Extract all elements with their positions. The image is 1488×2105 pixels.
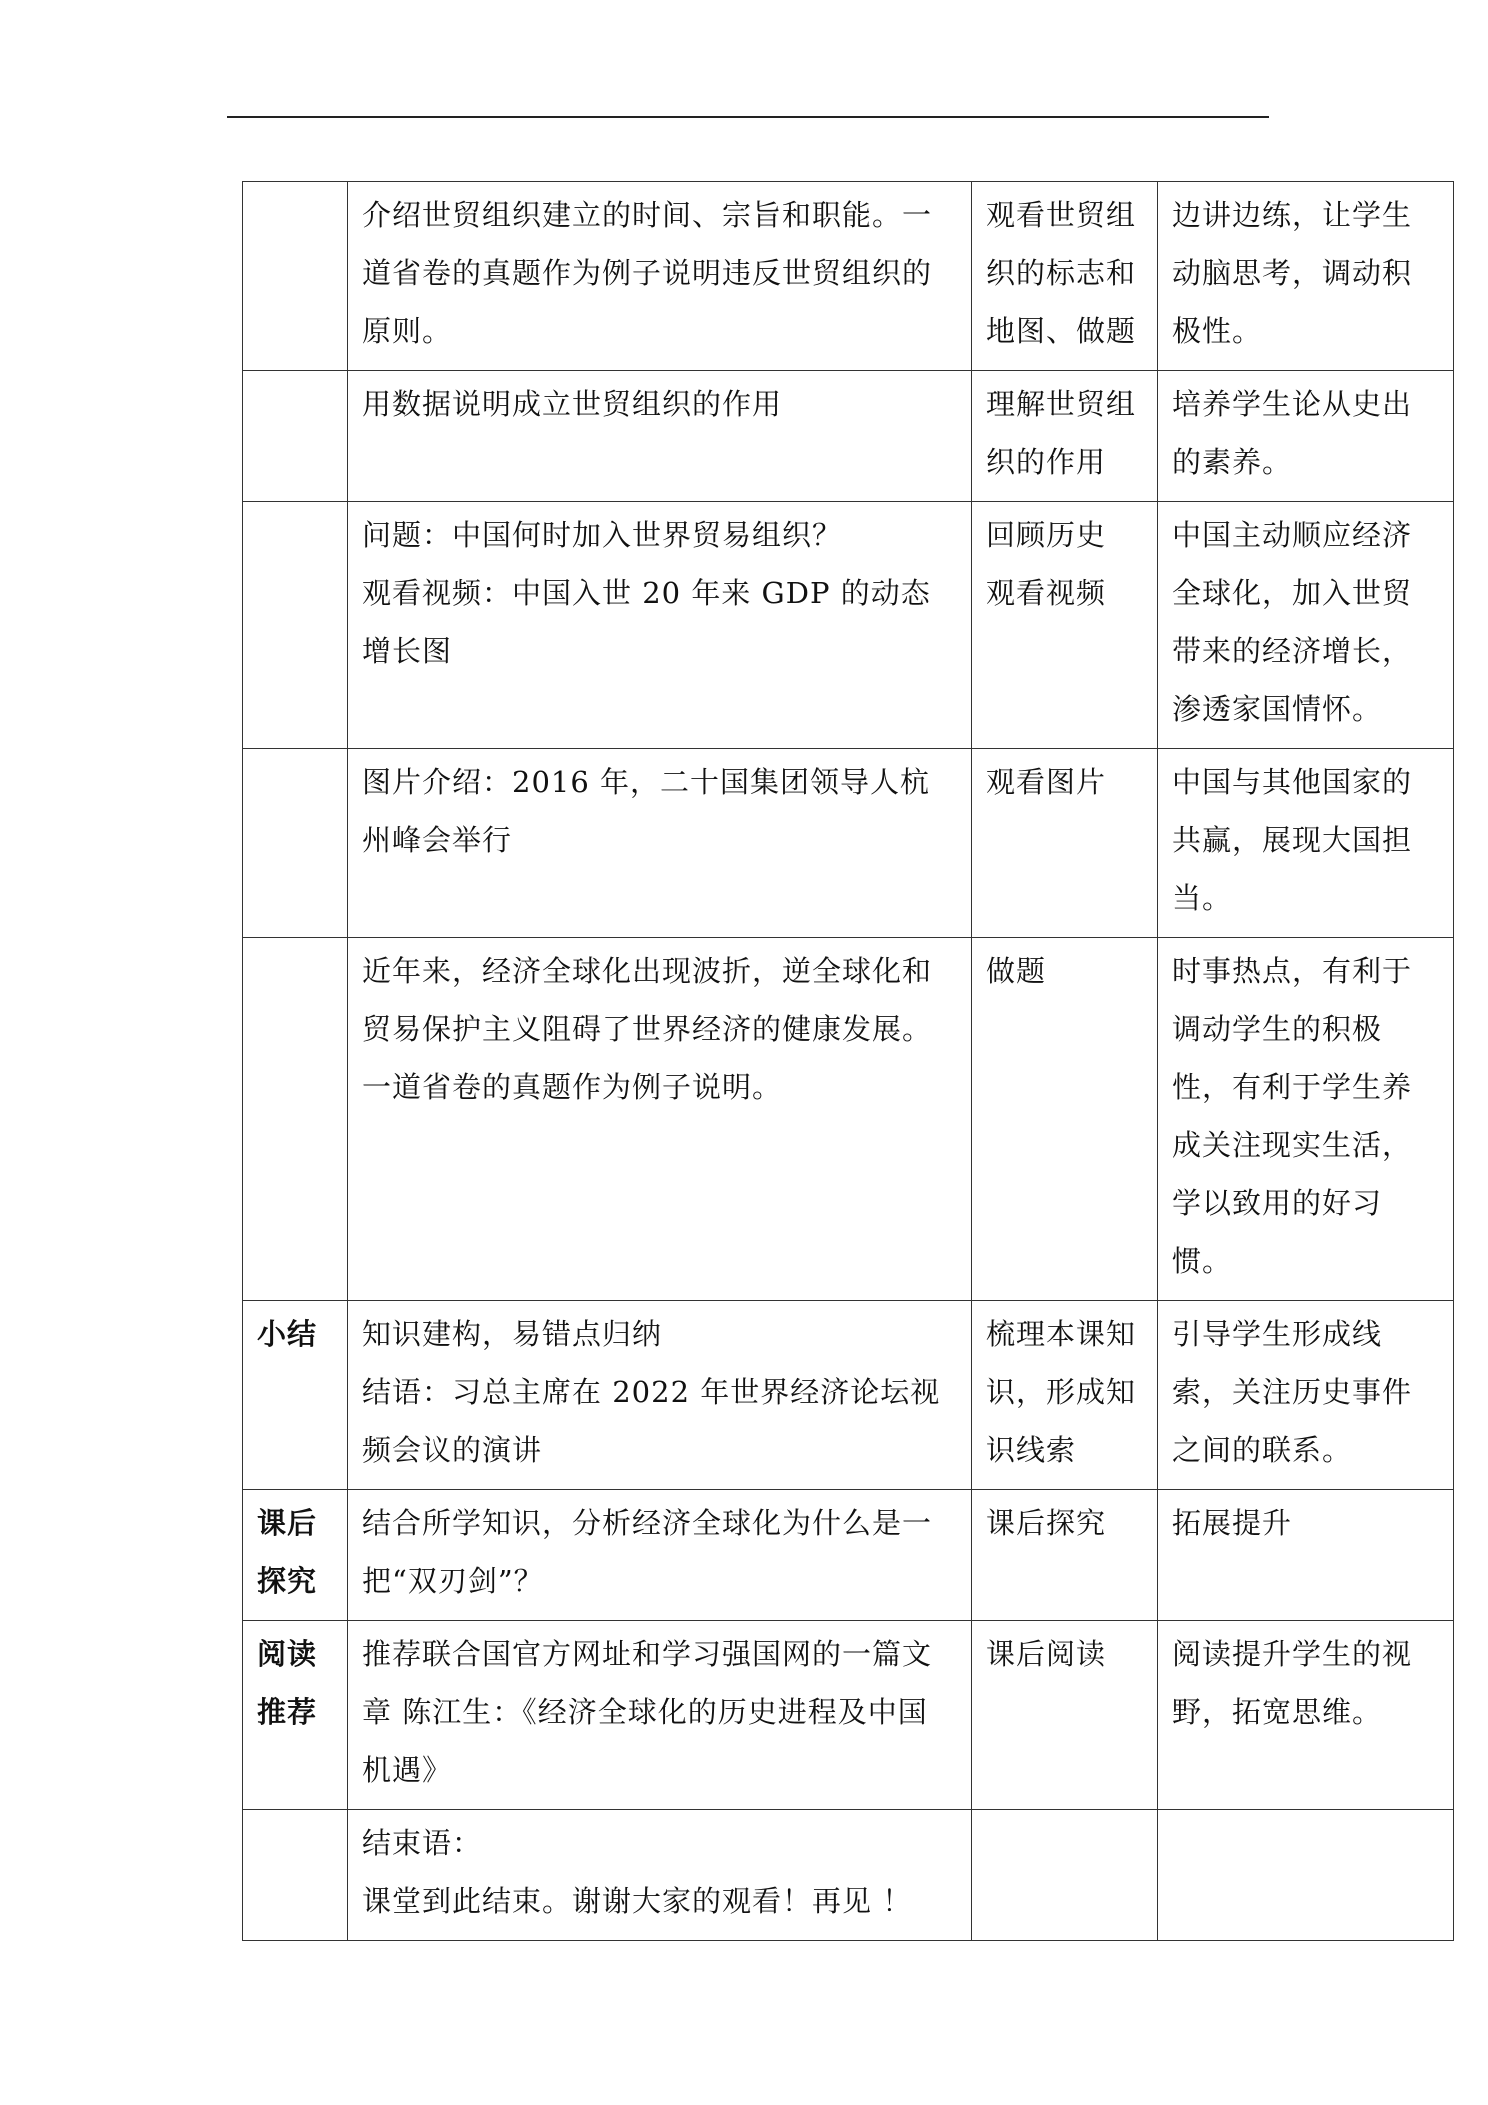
content-cell xyxy=(348,1301,972,1490)
stage-label-cell xyxy=(243,1810,348,1941)
activity-cell: 课后阅读 xyxy=(972,1621,1158,1810)
intent-cell: 拓展提升 xyxy=(1158,1490,1454,1621)
content-text: 结束语： xyxy=(362,1826,483,1860)
activity-text: 观看视频 xyxy=(986,576,1107,610)
activity-cell: 理解世贸组织的作用 xyxy=(972,371,1158,502)
table-row xyxy=(243,502,1454,749)
content-text: 问题：中国何时加入世界贸易组织？ xyxy=(362,518,843,552)
content-cell xyxy=(348,938,972,1301)
table-row xyxy=(243,1490,1454,1621)
stage-label-cell: 阅读推荐 xyxy=(243,1621,348,1810)
intent-cell: 中国与其他国家的共赢，展现大国担当。 xyxy=(1158,749,1454,938)
content-cell xyxy=(348,371,972,502)
content-text: 结语：习总主席在 2022 年世界经济论坛视频会议的演讲 xyxy=(362,1375,941,1467)
intent-cell: 中国主动顺应经济全球化，加入世贸带来的经济增长，渗透家国情怀。 xyxy=(1158,502,1454,749)
content-text: 推荐联合国官方网址和学习强国网的一篇文章 陈江生：《经济全球化的历史进程及中国机遇》 xyxy=(362,1637,933,1787)
activity-cell: 观看世贸组织的标志和地图、做题 xyxy=(972,182,1158,371)
intent-cell: 培养学生论从史出的素养。 xyxy=(1158,371,1454,502)
activity-cell: 课后探究 xyxy=(972,1490,1158,1621)
activity-cell xyxy=(972,1810,1158,1941)
stage-label-cell xyxy=(243,749,348,938)
table-row xyxy=(243,1621,1454,1810)
content-text: 知识建构，易错点归纳 xyxy=(362,1317,663,1351)
table-row xyxy=(243,182,1454,371)
intent-cell xyxy=(1158,1810,1454,1941)
intent-cell: 阅读提升学生的视野，拓宽思维。 xyxy=(1158,1621,1454,1810)
stage-label-cell xyxy=(243,938,348,1301)
activity-cell: 梳理本课知识，形成知识线索 xyxy=(972,1301,1158,1490)
intent-cell: 边讲边练，让学生动脑思考，调动积极性。 xyxy=(1158,182,1454,371)
stage-label-cell xyxy=(243,371,348,502)
table-row xyxy=(243,371,1454,502)
content-cell xyxy=(348,1621,972,1810)
activity-cell: 做题 xyxy=(972,938,1158,1301)
stage-label-cell: 小结 xyxy=(243,1301,348,1490)
content-text: 观看视频：中国入世 20 年来 GDP 的动态增长图 xyxy=(362,576,931,668)
table-row xyxy=(243,1810,1454,1941)
content-text: 一道省卷的真题作为例子说明。 xyxy=(362,1070,783,1104)
content-cell xyxy=(348,749,972,938)
header-rule xyxy=(227,116,1269,118)
activity-text: 回顾历史 xyxy=(986,518,1107,552)
content-text: 图片介绍：2016 年，二十国集团领导人杭州峰会举行 xyxy=(362,765,931,857)
activity-cell xyxy=(972,502,1158,749)
intent-cell: 引导学生形成线索，关注历史事件之间的联系。 xyxy=(1158,1301,1454,1490)
stage-label-cell xyxy=(243,182,348,371)
activity-cell: 观看图片 xyxy=(972,749,1158,938)
content-cell xyxy=(348,502,972,749)
content-cell xyxy=(348,1810,972,1941)
lesson-plan-table xyxy=(242,181,1454,1941)
intent-cell: 时事热点，有利于调动学生的积极性，有利于学生养成关注现实生活，学以致用的好习惯。 xyxy=(1158,938,1454,1301)
content-text: 近年来，经济全球化出现波折，逆全球化和贸易保护主义阻碍了世界经济的健康发展。 xyxy=(362,954,933,1046)
content-text: 结合所学知识，分析经济全球化为什么是一把“双刃剑”？ xyxy=(362,1506,933,1598)
table-row xyxy=(243,749,1454,938)
content-text: 用数据说明成立世贸组织的作用 xyxy=(362,387,783,421)
content-text: 介绍世贸组织建立的时间、宗旨和职能。一道省卷的真题作为例子说明违反世贸组织的原则。 xyxy=(362,198,933,348)
table-row xyxy=(243,1301,1454,1490)
stage-label-cell xyxy=(243,502,348,749)
stage-label-cell: 课后探究 xyxy=(243,1490,348,1621)
table-row xyxy=(243,938,1454,1301)
content-cell xyxy=(348,1490,972,1621)
content-text: 课堂到此结束。谢谢大家的观看！再见 ！ xyxy=(362,1884,913,1918)
content-cell xyxy=(348,182,972,371)
